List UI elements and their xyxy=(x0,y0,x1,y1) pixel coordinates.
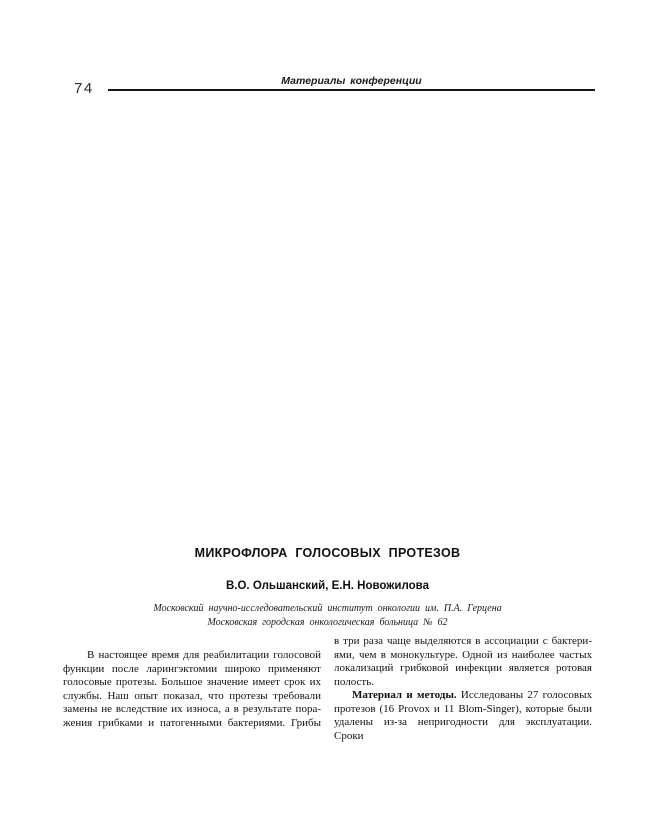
article-authors: В.О. Ольшанский, Е.Н. Новожилова xyxy=(225,580,429,592)
text-line: В настоящее время для реабилитации голосовой xyxy=(87,649,321,661)
text-line: ями, чем в монокультуре. Одной из наиболее частых xyxy=(334,648,592,661)
body-column-right xyxy=(334,635,592,742)
text-line: локализаций грибковой инфекции является ротовая xyxy=(334,662,592,674)
affiliation-line: Московская городская онкологическая больница № 62 xyxy=(207,617,448,628)
body-column-left xyxy=(63,649,321,730)
running-head: Материалы конференции xyxy=(281,75,422,87)
page-number: 74 xyxy=(74,80,94,97)
text-line: удалены из-за непригодности для эксплуатации. Сроки xyxy=(334,716,592,742)
text-line: жения грибками и патогенными бактериями. Грибы xyxy=(63,716,321,729)
text-line xyxy=(334,689,592,703)
section-lead: Материал и методы. xyxy=(352,689,457,701)
text-line: полость. xyxy=(334,675,374,688)
article-title: МИКРОФЛОРА ГОЛОСОВЫХ ПРОТЕЗОВ xyxy=(194,546,461,560)
affiliation-line: Московский научно-исследовательский институт онкологии им. П.А. Герцена xyxy=(153,603,502,614)
text-line: голосовые протезы. Большое значение имеет срок их xyxy=(63,676,321,688)
header-rule xyxy=(108,89,595,91)
section-lead-rest: Исследованы 27 голосовых xyxy=(456,689,592,701)
text-line: протезов (16 Provox и 11 Blom-Singer), которые были xyxy=(334,702,592,715)
text-line: службы. Наш опыт показал, что протезы требовали xyxy=(63,689,321,702)
text-line: функции после ларингэктомии широко применяют xyxy=(63,662,321,675)
text-line: замены не вследствие их износа, а в результате пора- xyxy=(63,703,321,715)
text-line: в три раза чаще выделяются в ассоциации с бактери- xyxy=(334,635,592,647)
